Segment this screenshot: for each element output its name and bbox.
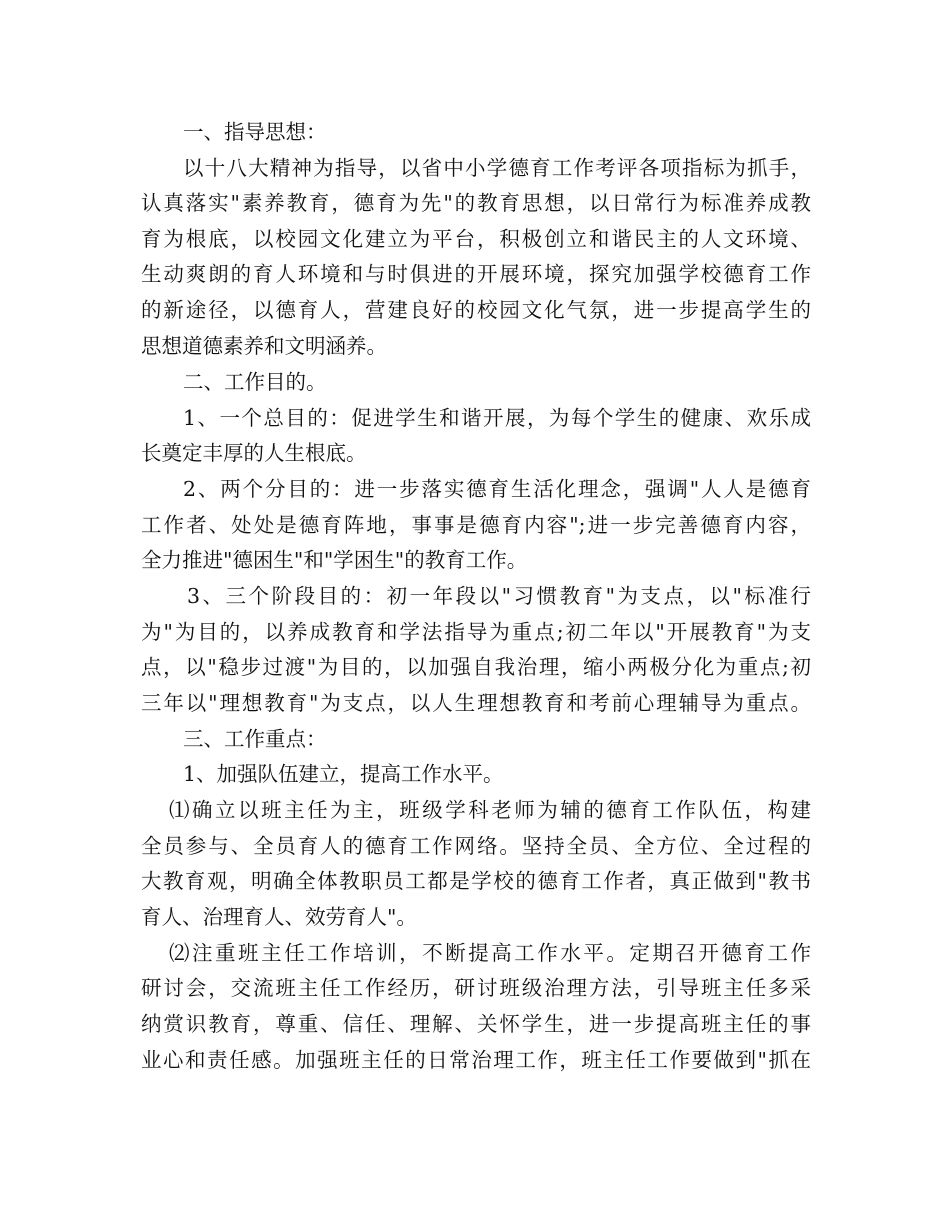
section-heading-work-focus: 三、工作重点： [183, 727, 327, 751]
section-heading-work-goals: 二、工作目的。 [183, 370, 327, 394]
paragraph-line: 全力推进"德困生"和"学困生"的教育工作。 [141, 548, 528, 572]
paragraph-line: 三年以"理想教育"为支点，以人生理想教育和考前心理辅导为重点。 [141, 691, 811, 715]
paragraph-line: 工作者、处处是德育阵地，事事是德育内容";进一步完善德育内容， [141, 513, 811, 537]
paragraph-line: 纳赏识教育，尊重、信任、理解、关怀学生，进一步提高班主任的事 [141, 1012, 811, 1036]
paragraph-line: 2、两个分目的：进一步落实德育生活化理念，强调"人人是德育 [183, 477, 811, 501]
paragraph-line: 育人、治理育人、效劳育人"。 [141, 905, 417, 929]
section-heading-guiding-ideology: 一、指导思想： [183, 120, 327, 144]
paragraph-line: 的新途径，以德育人，营建良好的校园文化气氛，进一步提高学生的 [141, 298, 811, 322]
paragraph-line: 为"为目的，以养成教育和学法指导为重点;初二年以"开展教育"为支 [141, 620, 811, 644]
paragraph-line: 点，以"稳步过渡"为目的，以加强自我治理，缩小两极分化为重点;初 [141, 655, 811, 679]
paragraph-line: 大教育观，明确全体教职员工都是学校的德育工作者，真正做到"教书 [141, 869, 811, 893]
paragraph-line: ⑴确立以班主任为主，班级学科老师为辅的德育工作队伍，构建 [169, 798, 811, 822]
paragraph-line: ⑵注重班主任工作培训，不断提高工作水平。定期召开德育工作 [169, 941, 811, 965]
paragraph-line: 3、三个阶段目的：初一年段以"习惯教育"为支点，以"标准行 [187, 584, 811, 608]
paragraph-line: 1、一个总目的：促进学生和谐开展，为每个学生的健康、欢乐成 [183, 406, 811, 430]
paragraph-line: 业心和责任感。加强班主任的日常治理工作，班主任工作要做到"抓在 [141, 1048, 811, 1072]
paragraph-line: 以十八大精神为指导，以省中小学德育工作考评各项指标为抓手， [183, 156, 811, 180]
paragraph-line: 育为根底，以校园文化建立为平台，积极创立和谐民主的人文环境、 [141, 227, 811, 251]
paragraph-line: 认真落实"素养教育，德育为先"的教育思想，以日常行为标准养成教 [141, 191, 811, 215]
subheading: 1、加强队伍建立，提高工作水平。 [183, 762, 504, 786]
paragraph-line: 长奠定丰厚的人生根底。 [141, 441, 367, 465]
paragraph-line: 全员参与、全员育人的德育工作网络。坚持全员、全方位、全过程的 [141, 834, 811, 858]
paragraph-line: 研讨会，交流班主任工作经历，研讨班级治理方法，引导班主任多采 [141, 976, 811, 1000]
paragraph-line: 思想道德素养和文明涵养。 [141, 334, 387, 358]
paragraph-line: 生动爽朗的育人环境和与时俱进的开展环境，探究加强学校德育工作 [141, 262, 811, 286]
